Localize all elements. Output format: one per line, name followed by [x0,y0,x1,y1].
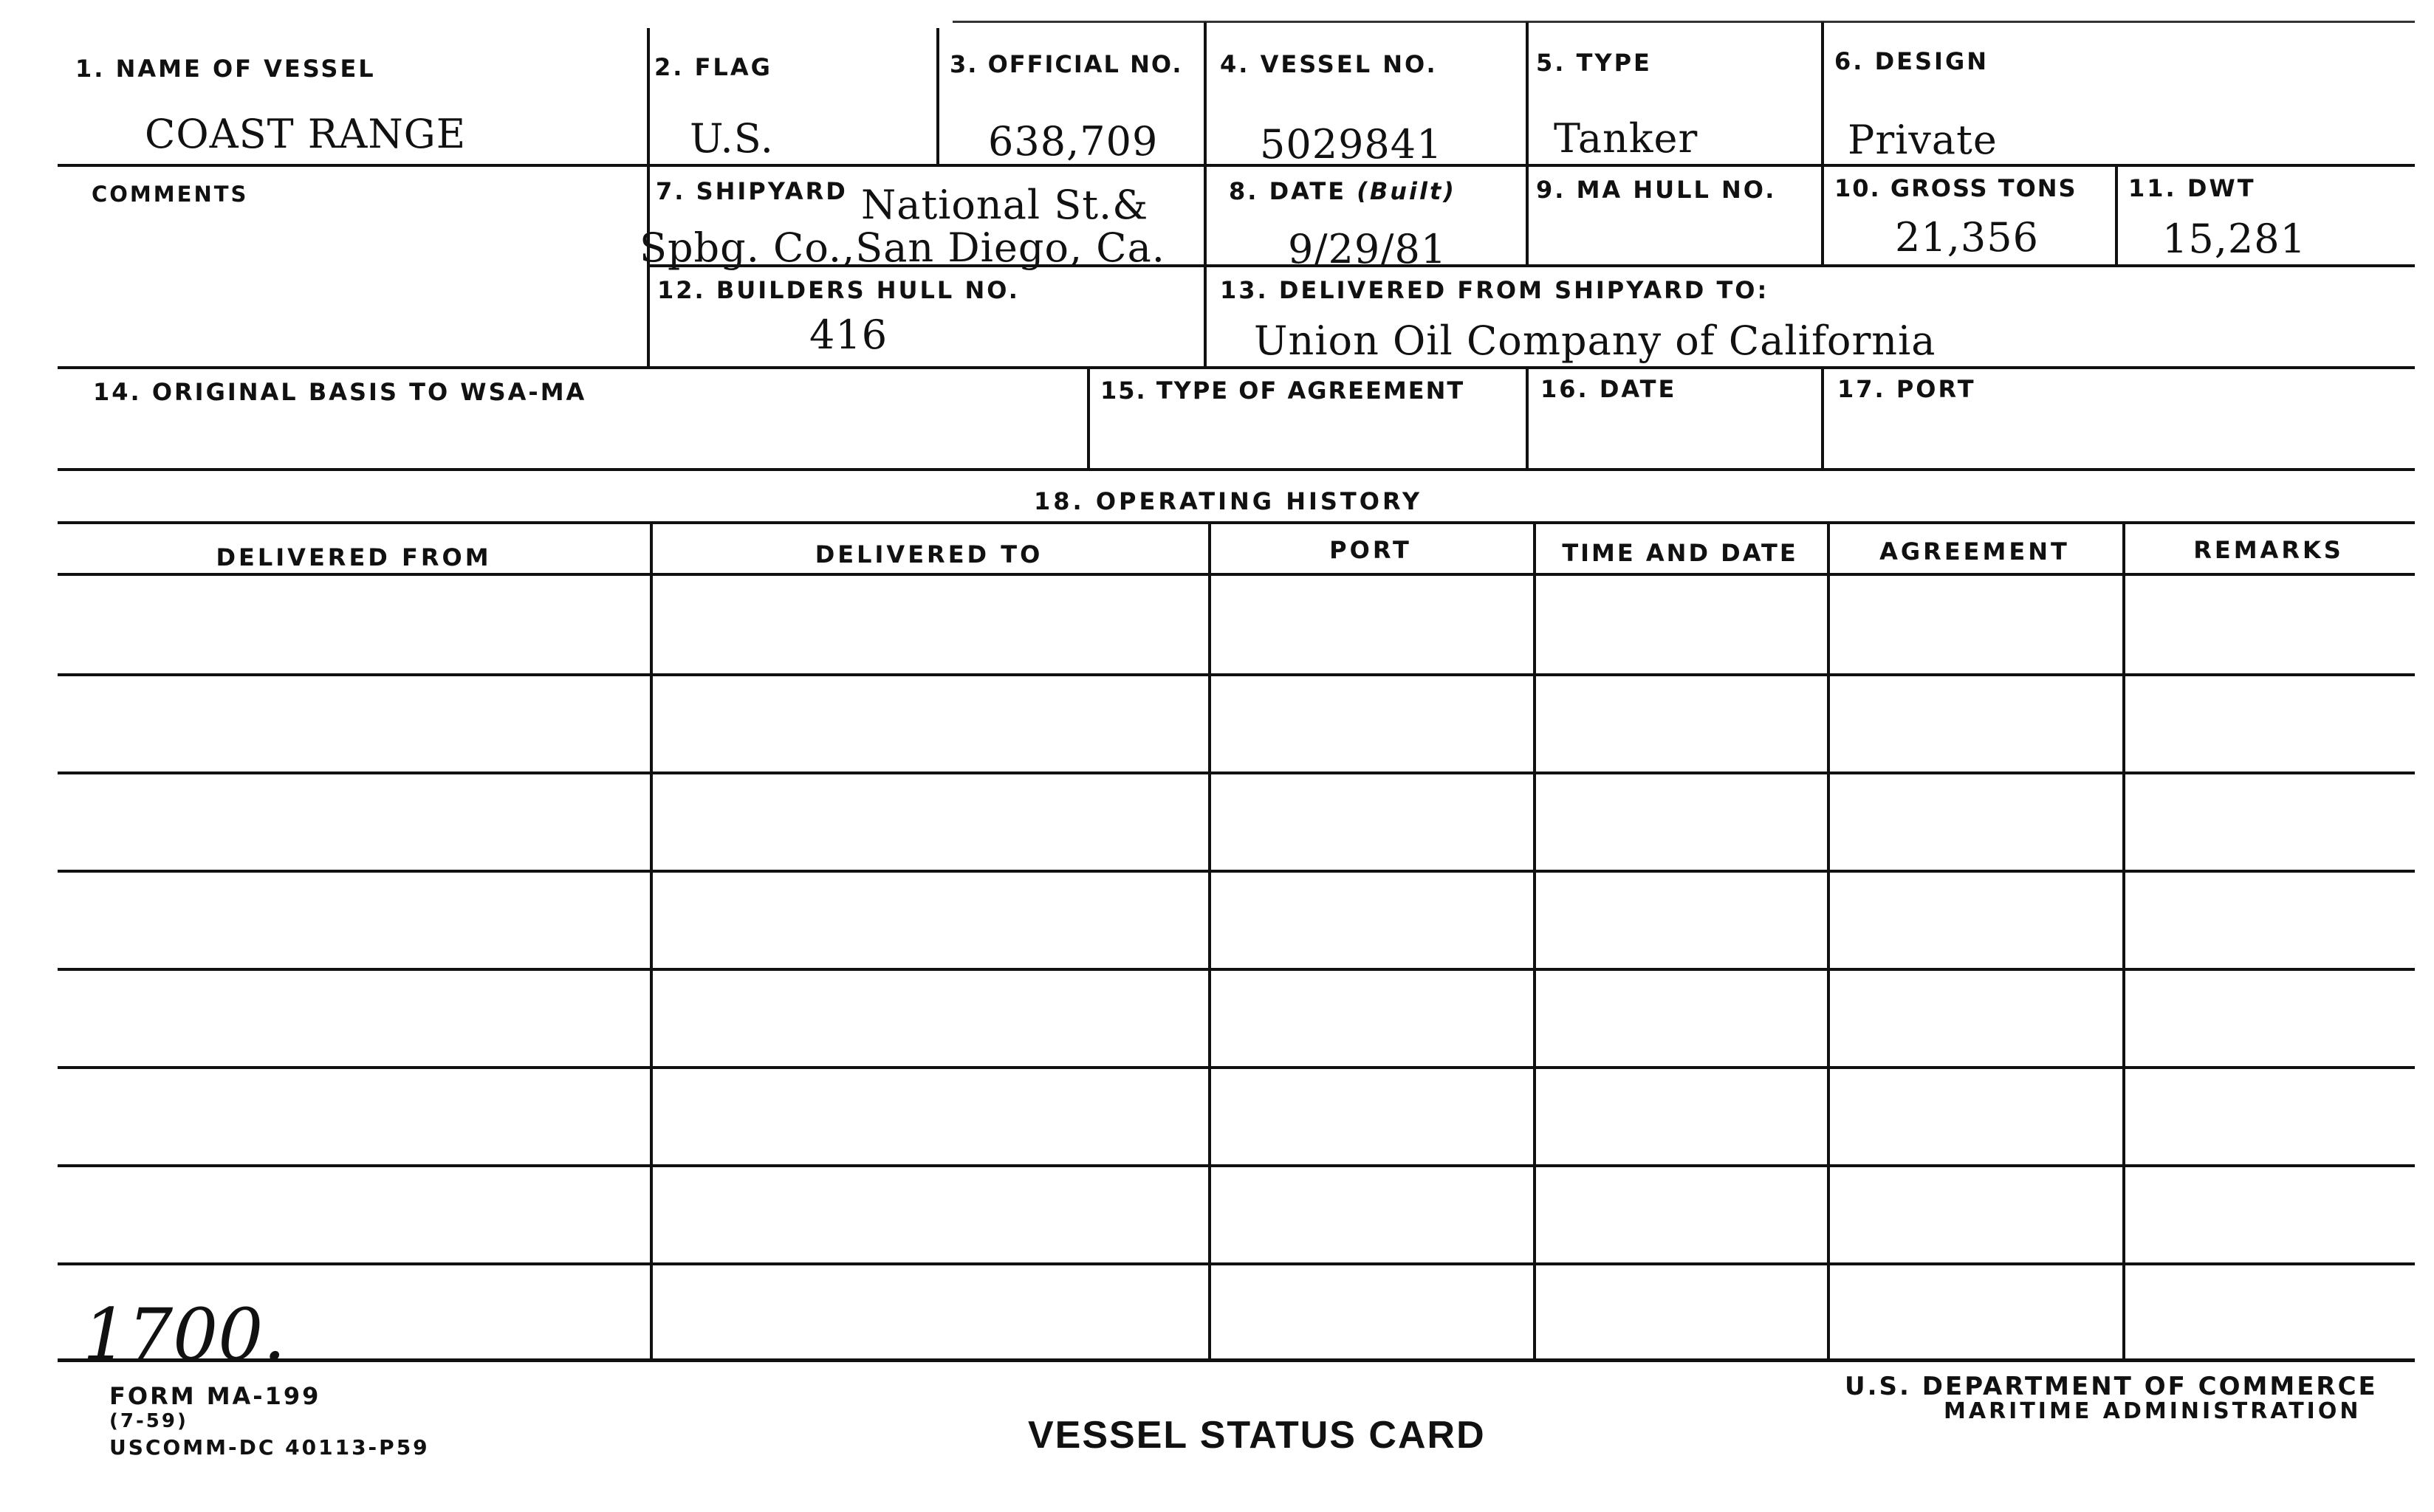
builders-hull-no-value: 416 [809,312,888,358]
vessel-no-label: 4. VESSEL NO. [1220,50,1438,78]
official-no-label: 3. OFFICIAL NO. [950,50,1183,78]
col-line-r2-f [2115,164,2118,266]
name-of-vessel-label: 1. NAME OF VESSEL [75,55,376,83]
builders-hull-no-label: 12. BUILDERS HULL NO. [657,276,1020,304]
date-label: 16. DATE [1540,375,1677,403]
date-built-label: 8. DATE (Built) [1229,177,1456,205]
department-name: U.S. DEPARTMENT OF COMMERCE [1845,1372,2378,1401]
delivered-from-shipyard-label: 13. DELIVERED FROM SHIPYARD TO: [1220,276,1769,304]
shipyard-value-line2: Spbg. Co.,San Diego, Ca. [640,224,1165,271]
gross-tons-value: 21,356 [1895,214,2039,261]
name-of-vessel-value: COAST RANGE [145,111,467,157]
history-col-time-and-date: TIME AND DATE [1562,539,1798,567]
history-col-agreement: AGREEMENT [1879,537,2070,566]
history-row-line-6 [58,1164,2415,1167]
comments-label: COMMENTS [92,182,249,207]
history-header-line [58,573,2415,576]
history-col-line-5 [2122,521,2125,1360]
port-label: 17. PORT [1837,375,1976,403]
history-col-port: PORT [1329,536,1412,564]
col-line-r1-e [1821,22,1824,266]
type-label: 5. TYPE [1536,49,1652,77]
flag-label: 2. FLAG [654,53,772,81]
dwt-label: 11. DWT [2128,174,2256,202]
form-printer: USCOMM-DC 40113-P59 [109,1435,430,1460]
history-col-delivered-from: DELIVERED FROM [216,543,492,571]
delivered-from-shipyard-value: Union Oil Company of California [1254,317,1936,364]
operating-history-title: 18. OPERATING HISTORY [1034,487,1423,515]
history-col-delivered-to: DELIVERED TO [815,540,1043,568]
shipyard-label: 7. SHIPYARD [656,177,848,205]
official-no-value: 638,709 [988,118,1159,165]
history-col-line-3 [1533,521,1536,1360]
vessel-no-value: 5029841 [1260,121,1443,168]
row-line-4 [58,468,2415,471]
gross-tons-label: 10. GROSS TONS [1834,174,2077,202]
flag-value: U.S. [690,115,774,162]
type-of-agreement-label: 15. TYPE OF AGREEMENT [1100,377,1465,405]
dwt-value: 15,281 [2162,216,2306,262]
history-row-line-4 [58,968,2415,971]
bottom-border [58,1358,2415,1362]
history-row-line-5 [58,1066,2415,1069]
shipyard-value-line1: National St.& [861,182,1149,228]
ma-hull-no-label: 9. MA HULL NO. [1536,176,1777,204]
original-basis-label: 14. ORIGINAL BASIS TO WSA-MA [93,378,587,406]
history-row-line-2 [58,772,2415,774]
administration-name: MARITIME ADMINISTRATION [1944,1398,2362,1424]
col-line-r1-b [936,28,939,165]
history-row-line-7 [58,1262,2415,1265]
design-label: 6. DESIGN [1834,47,1989,75]
row-line-3 [58,366,2415,369]
col-line-r4-a [1087,366,1090,468]
col-line-r1-d [1526,22,1529,266]
history-col-line-2 [1208,521,1211,1360]
col-line-r1-a [647,28,650,368]
form-revision: (7-59) [109,1410,188,1432]
col-line-r4-b [1526,366,1529,468]
design-value: Private [1848,117,1998,163]
handwritten-note: 1700. [83,1293,286,1376]
card-title: VESSEL STATUS CARD [1028,1414,1486,1457]
form-number: FORM MA-199 [109,1382,321,1410]
date-built-value: 9/29/81 [1288,226,1447,272]
row-line-5 [58,521,2415,524]
type-value: Tanker [1554,115,1698,162]
top-border [953,21,2415,23]
col-line-r4-c [1821,366,1824,468]
history-col-line-1 [650,521,653,1360]
history-row-line-3 [58,870,2415,873]
history-col-remarks: REMARKS [2193,536,2344,564]
history-col-line-4 [1827,521,1830,1360]
history-row-line-1 [58,673,2415,676]
row-line-1 [58,164,2415,167]
col-line-r1-c [1204,22,1207,368]
